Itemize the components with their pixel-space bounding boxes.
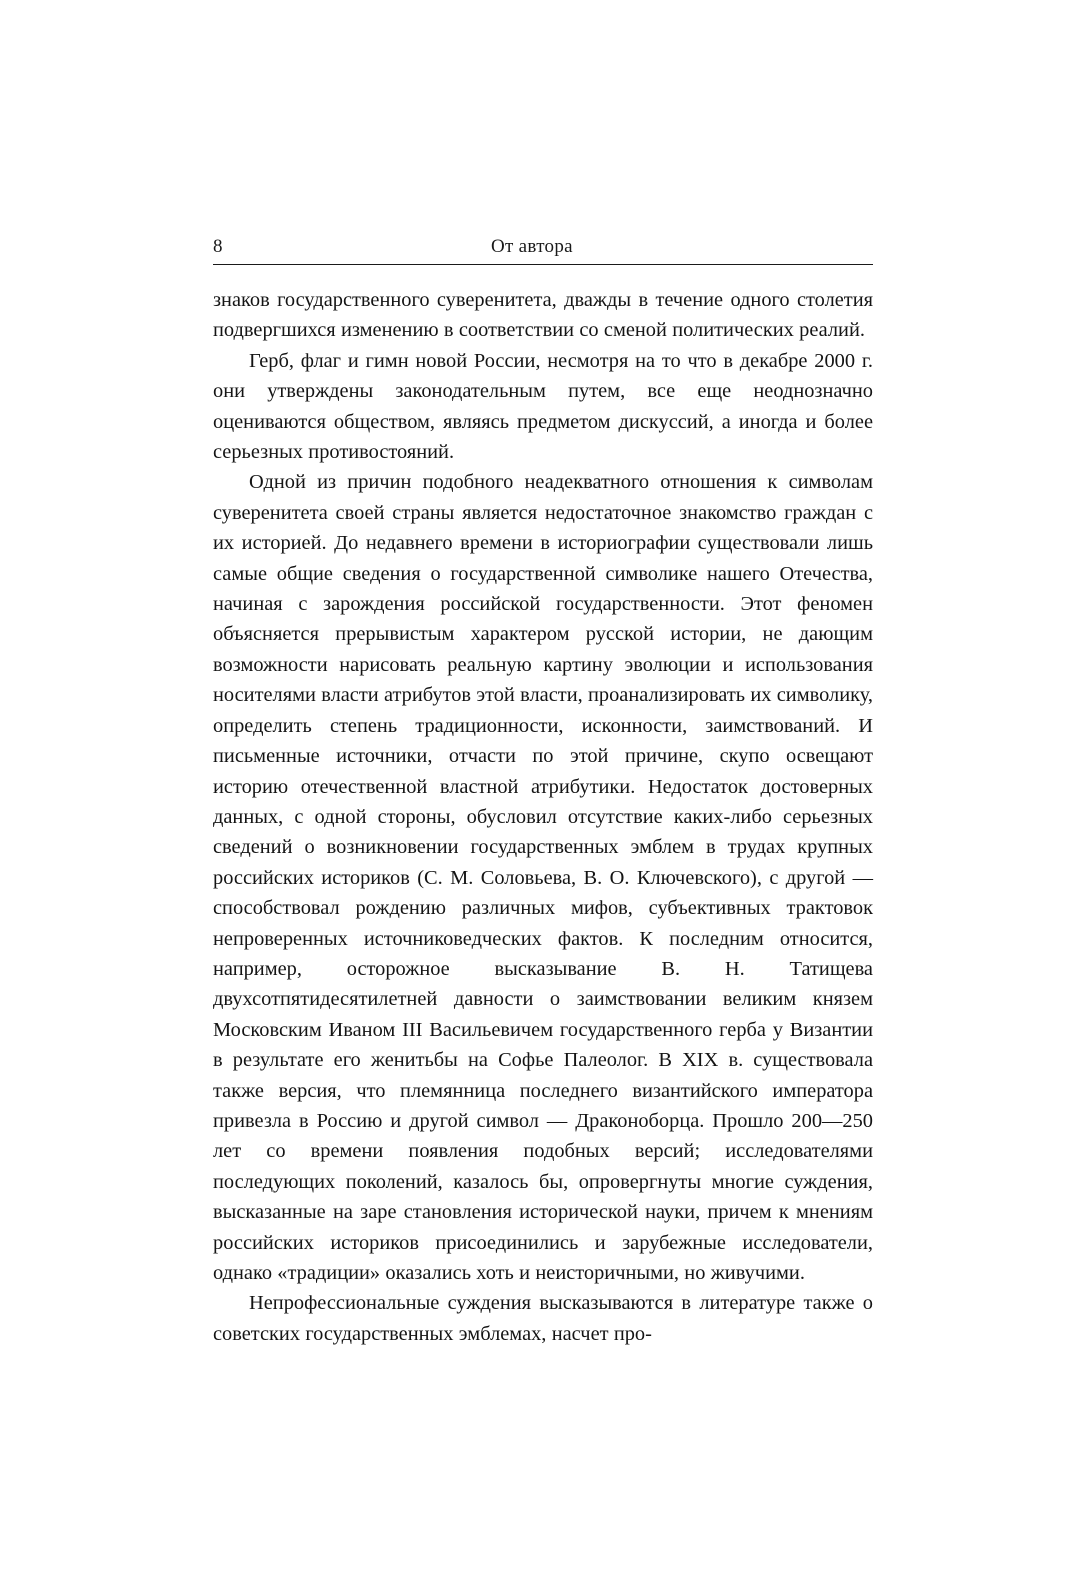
paragraph: знаков государственного суверенитета, дважды в течение одного столетия подвергшихся изменению в соответствии со сменой политических реалий. [213,289,873,342]
running-title: От автора [491,236,573,257]
paragraph: Непрофессиональные суждения высказываются в литературе также о советских государственных эмблемах, насчет про- [213,1292,873,1345]
page-number: 8 [213,236,223,257]
body-text [213,285,873,1349]
paragraph: Одной из причин подобного неадекватного отношения к символам суверенитета своей страны является недостаточное знакомство граждан с их историей. До недавнего времени в историографии существовали лишь самые общие сведения о государственной символике нашего Отечества, начиная с зарождения российской государственности. Этот феномен объясняется прерывистым характером русской истории, не дающим возможности нарисовать реальную картину эволюции и использования носителями власти атрибутов этой власти, проанализировать их символику, определить степень традиционности, исконности, заимствований. И письменные источники, отчасти по этой причине, скупо освещают историю отечественной властной атрибутики. Недостаток достоверных данных, с одной стороны, обусловил отсутствие каких-либо серьезных сведений о возникновении государственных эмблем в трудах крупных российских историков (С. М. Соловьева, В. О. Ключевского), с другой — способствовал рождению различных мифов, субъективных трактовок непроверенных источниковедческих фактов. К последним относится, например, осторожное высказывание В. Н. Татищева двухсотпятидесятилетней давности о заимствовании великим князем Московским Иваном III Васильевичем государственного герба у Византии в результате его женитьбы на Софье Палеолог. В XIX в. существовала также версия, что племянница последнего византийского императора привезла в Россию и другой символ — Драконоборца. Прошло 200—250 лет со времени появления подобных версий; исследователями последующих поколений, казалось бы, опровергнуты многие суждения, высказанные на заре становления исторической науки, причем к мнениям российских историков присоединились и зарубежные исследователи, однако «традиции» оказались хоть и неисторичными, но живучими. [213,471,873,1284]
running-head [213,236,873,265]
page-content [213,236,873,1349]
paragraph: Герб, флаг и гимн новой России, несмотря на то что в декабре 2000 г. они утверждены законодательным путем, все еще неоднозначно оцениваются обществом, являясь предметом дискуссий, а иногда и более серьезных противостояний. [213,349,873,464]
